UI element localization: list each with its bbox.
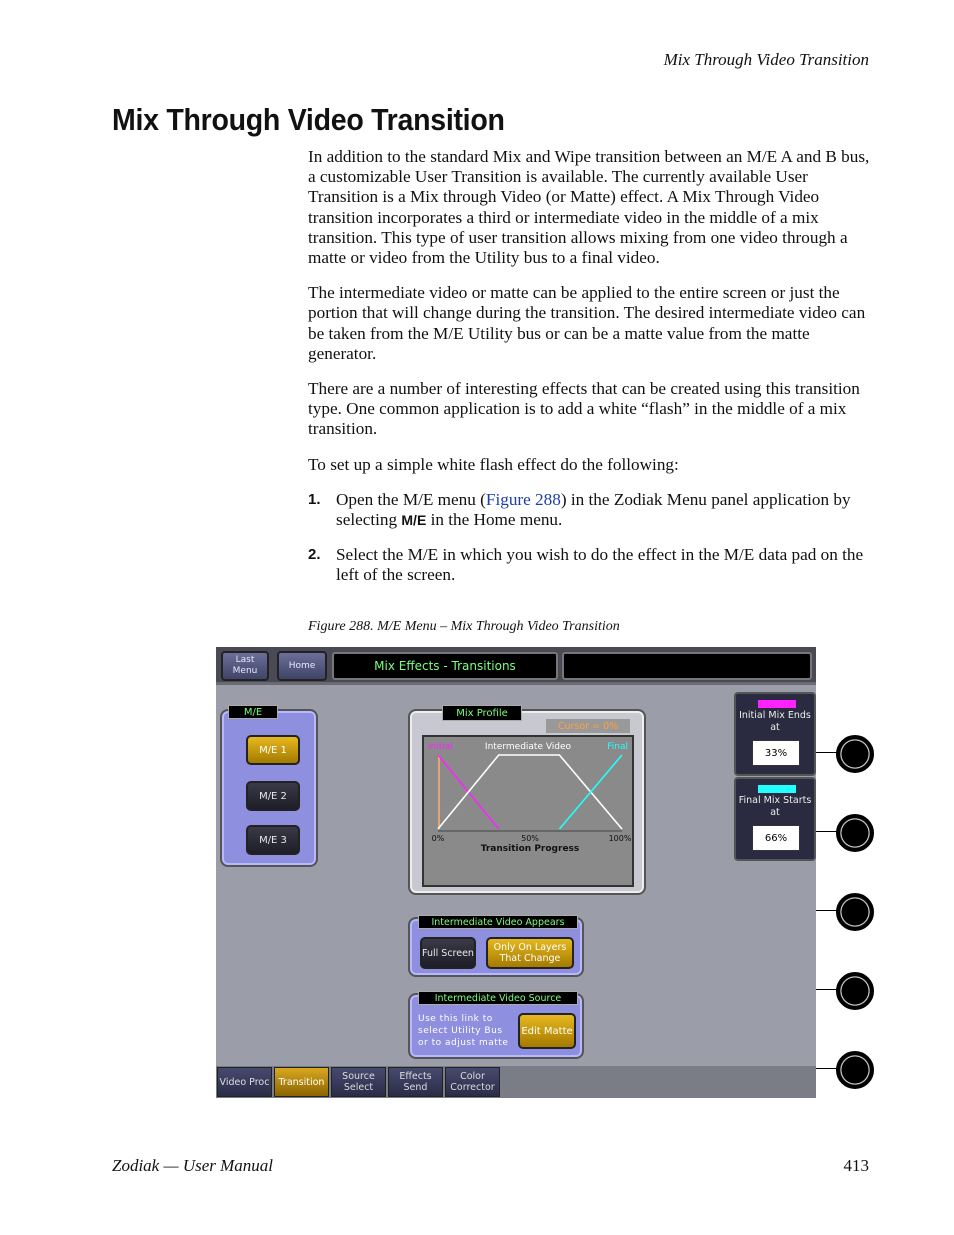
knob-leader-line: [816, 989, 838, 990]
chart-lines: [438, 755, 622, 829]
paragraph-1: In addition to the standard Mix and Wipe transition between an M/E A and B bus, a customizable User Transition is available. The currently available User Transition is a Mix through Video (or Matte) effect. A Mix Through Video transition incorporates a third or intermediate video in the middle of a mix transition. This type of user transition allows mixing from one video through a matte or video from the Utility bus to a final video.: [308, 147, 870, 268]
step-1-pre: Open the M/E menu (: [336, 489, 486, 509]
video-source-panel: [408, 993, 584, 1059]
edit-matte-button[interactable]: Edit Matte: [518, 1013, 576, 1049]
paragraph-4: To set up a simple white flash effect do the following:: [308, 454, 679, 474]
legend-final: Final: [607, 742, 628, 752]
step-number: 2.: [308, 546, 321, 564]
mix-profile-label: Mix Profile: [442, 705, 522, 721]
knob-leader-line: [816, 910, 838, 911]
video-appears-panel: [408, 917, 584, 977]
step-1: [308, 490, 873, 530]
final-mix-label: Final Mix Starts at: [738, 795, 812, 818]
initial-mix-swatch: [758, 700, 796, 708]
menu-title: Mix Effects - Transitions: [332, 652, 558, 680]
step-1-mid: ) in the Zodiak Menu panel application by selecting: [336, 489, 851, 530]
footer-manual-title: Zodiak — User Manual: [112, 1156, 274, 1175]
initial-mix-value: 33%: [752, 740, 800, 766]
final-mix-value: 66%: [752, 825, 800, 851]
knob-leader-line: [816, 1068, 838, 1069]
knob-icon[interactable]: [836, 893, 874, 931]
paragraph-2: The intermediate video or matte can be applied to the entire screen or just the portion that will change during the transition. The desired intermediate video can be taken from the M/E Utility bus or can be a matte value from the matte generator.: [308, 283, 866, 363]
mix-profile-panel: [408, 709, 646, 895]
legend-intermediate: Intermediate Video: [484, 742, 572, 752]
x-tick-100: 100%: [608, 834, 632, 843]
final-mix-swatch: [758, 785, 796, 793]
step-1-post: in the Home menu.: [426, 510, 563, 530]
paragraph-3: There are a number of interesting effects that can be created using this transition type. One common application is to add a white “flash” in the middle of a mix transition.: [308, 379, 860, 439]
tab-transition[interactable]: Transition: [274, 1067, 329, 1097]
menu-title-secondary: [562, 652, 812, 680]
step-2: [308, 545, 873, 585]
me-panel-label: M/E: [228, 705, 278, 719]
video-source-label: Intermediate Video Source: [418, 991, 578, 1005]
initial-mix-panel[interactable]: [734, 692, 816, 776]
tab-effects-send[interactable]: Effects Send: [388, 1067, 443, 1097]
video-appears-label: Intermediate Video Appears: [418, 915, 578, 929]
tab-color-corrector[interactable]: Color Corrector: [445, 1067, 500, 1097]
page-number: 413: [843, 1156, 869, 1175]
mix-profile-graph: [422, 735, 634, 887]
home-button[interactable]: Home: [277, 651, 327, 681]
step-2-text: Select the M/E in which you wish to do the effect in the M/E data pad on the left of the screen.: [336, 545, 864, 585]
cursor-readout: Cursor = 0%: [546, 719, 630, 733]
menu-code: M/E: [401, 512, 427, 529]
legend-initial: Initial: [428, 742, 453, 752]
mix-profile-chart: [424, 737, 632, 885]
me-panel: [220, 706, 318, 867]
me-2-button[interactable]: M/E 2: [246, 781, 300, 811]
full-screen-button[interactable]: Full Screen: [420, 937, 476, 969]
page-title: Mix Through Video Transition: [112, 102, 505, 137]
knob-icon[interactable]: [836, 735, 874, 773]
x-tick-50: 50%: [521, 834, 539, 843]
x-tick-0: 0%: [431, 834, 445, 843]
series-line-intermediate-video: [438, 755, 622, 829]
running-head: Mix Through Video Transition: [663, 50, 869, 69]
me-menu-screenshot: [216, 647, 816, 1098]
figure-link[interactable]: Figure 288: [485, 489, 561, 509]
knob-leader-line: [816, 752, 838, 753]
knob-icon[interactable]: [836, 972, 874, 1010]
x-axis-label: Transition Progress: [480, 844, 580, 854]
bottom-tabs: [216, 1066, 816, 1098]
me-3-button[interactable]: M/E 3: [246, 825, 300, 855]
video-source-description: Use this link to select Utility Bus or to adjust matte: [418, 1014, 509, 1048]
initial-mix-label: Initial Mix Ends at: [739, 710, 811, 733]
step-number: 1.: [308, 490, 321, 508]
tab-source-select[interactable]: Source Select: [331, 1067, 386, 1097]
knob-icon[interactable]: [836, 814, 874, 852]
me-1-button[interactable]: M/E 1: [246, 735, 300, 765]
last-menu-button[interactable]: Last Menu: [221, 651, 269, 681]
body-text: [308, 147, 873, 601]
only-on-layers-button[interactable]: Only On Layers That Change: [486, 937, 574, 969]
final-mix-panel[interactable]: [734, 777, 816, 861]
knob-leader-line: [816, 831, 838, 832]
figure-caption: Figure 288. M/E Menu – Mix Through Video Transition: [308, 619, 620, 634]
top-bar: [216, 647, 816, 685]
tab-video-proc[interactable]: Video Proc: [217, 1067, 272, 1097]
knob-icon[interactable]: [836, 1051, 874, 1089]
